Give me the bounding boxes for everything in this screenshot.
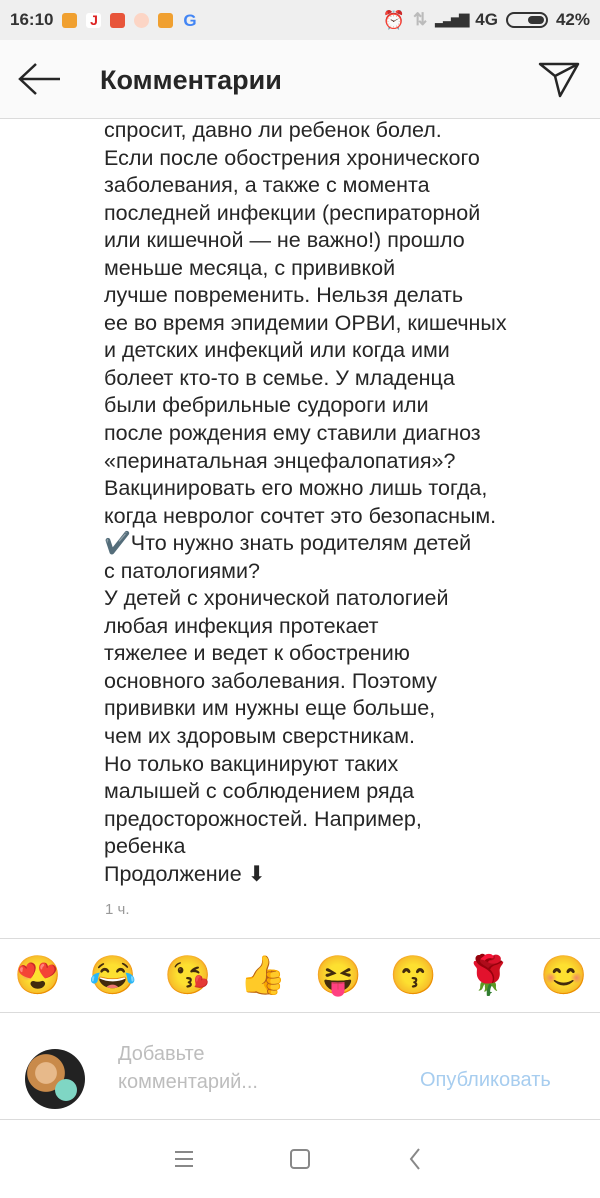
comment-line: основного заболевания. Поэтому bbox=[104, 668, 438, 693]
comment-line: лучше повременить. Нельзя делать bbox=[104, 283, 464, 308]
direct-send-icon[interactable] bbox=[538, 60, 580, 98]
comment-line: после рождения ему ставили диагноз bbox=[104, 421, 481, 446]
comment-text bbox=[104, 117, 594, 888]
comment-input[interactable]: Добавьте комментарий... bbox=[118, 1043, 258, 1093]
user-avatar bbox=[25, 1049, 85, 1109]
comment-line: малышей с соблюдением ряда bbox=[104, 779, 415, 804]
comment-line: ее во время эпидемии ОРВИ, кишечных bbox=[104, 310, 507, 335]
home-icon[interactable] bbox=[287, 1146, 313, 1172]
comment-line: Продолжение ⬇ bbox=[104, 861, 266, 886]
alarm-icon: ⏰ bbox=[382, 9, 406, 30]
system-nav-bar bbox=[0, 1120, 600, 1198]
emoji-button[interactable]: 👍 bbox=[239, 955, 287, 997]
divider bbox=[0, 1012, 600, 1013]
comment-line: чем их здоровым сверстникам. bbox=[104, 724, 415, 749]
emoji-quick-bar bbox=[0, 940, 600, 1012]
comment-line: ✔️Что нужно знать родителям детей bbox=[104, 531, 472, 556]
ok-app-icon bbox=[62, 13, 77, 28]
comment-line: Вакцинировать его можно лишь тогда, bbox=[104, 476, 488, 501]
battery-percent: 42% bbox=[555, 10, 590, 29]
page-title: Комментарии bbox=[100, 65, 282, 95]
comment-line: последней инфекции (респираторной bbox=[104, 200, 481, 225]
comment-line: ребенка bbox=[104, 834, 186, 859]
app-notification-icon bbox=[110, 13, 125, 28]
network-type: 4G bbox=[475, 10, 498, 29]
comment-line: Но только вакцинируют таких bbox=[104, 751, 399, 776]
battery-icon bbox=[506, 12, 548, 28]
menu-icon[interactable] bbox=[171, 1146, 197, 1172]
google-icon: G bbox=[183, 10, 197, 30]
emoji-button[interactable]: 😊 bbox=[539, 955, 588, 997]
back-icon[interactable] bbox=[403, 1146, 429, 1172]
publish-button[interactable]: Опубликовать bbox=[420, 1069, 551, 1091]
comment-line: тяжелее и ведет к обострению bbox=[104, 641, 410, 666]
ok-app-icon bbox=[158, 13, 173, 28]
emoji-button[interactable]: 😙 bbox=[389, 955, 438, 997]
divider bbox=[0, 938, 600, 939]
emoji-button[interactable]: 😂 bbox=[89, 955, 137, 997]
comment-line: с патологиями? bbox=[104, 558, 260, 583]
comment-line: любая инфекция протекает bbox=[104, 613, 379, 638]
emoji-button[interactable]: 😘 bbox=[164, 955, 212, 997]
emoji-button[interactable]: 😝 bbox=[314, 955, 362, 997]
status-bar bbox=[0, 0, 600, 40]
comment-timestamp: 1 ч. bbox=[105, 901, 130, 918]
emoji-button[interactable]: 😍 bbox=[14, 955, 62, 997]
comment-line: предосторожностей. Например, bbox=[104, 806, 422, 831]
back-arrow-icon[interactable] bbox=[18, 62, 62, 96]
comment-line: прививки им нужны еще больше, bbox=[104, 696, 436, 721]
signal-icon: ▂▃▅▇ bbox=[435, 12, 468, 27]
comment-line: Если после обострения хронического bbox=[104, 145, 480, 170]
app-notification-icon bbox=[134, 13, 149, 28]
comment-line: и детских инфекций или когда ими bbox=[104, 338, 450, 363]
comment-line: болеет кто-то в семье. У младенца bbox=[104, 365, 455, 390]
comment-line: спросит, давно ли ребенок болел. bbox=[104, 118, 442, 142]
comment-line: были фебрильные судороги или bbox=[104, 393, 429, 418]
comment-line: У детей с хронической патологией bbox=[104, 586, 449, 611]
data-arrows-icon: ⇅ bbox=[413, 10, 428, 29]
header bbox=[0, 40, 600, 119]
comment-line: заболевания, а также с момента bbox=[104, 173, 430, 198]
comment-line: «перинатальная энцефалопатия»? bbox=[104, 448, 456, 473]
comment-line: или кишечной — не важно!) прошло bbox=[104, 228, 465, 253]
comment-line: меньше месяца, с прививкой bbox=[104, 255, 396, 280]
notification-icon: J bbox=[86, 13, 101, 28]
comment-line: когда невролог сочтет это безопасным. bbox=[104, 503, 497, 528]
status-time: 16:10 bbox=[10, 10, 54, 29]
emoji-button[interactable]: 🌹 bbox=[464, 955, 513, 997]
